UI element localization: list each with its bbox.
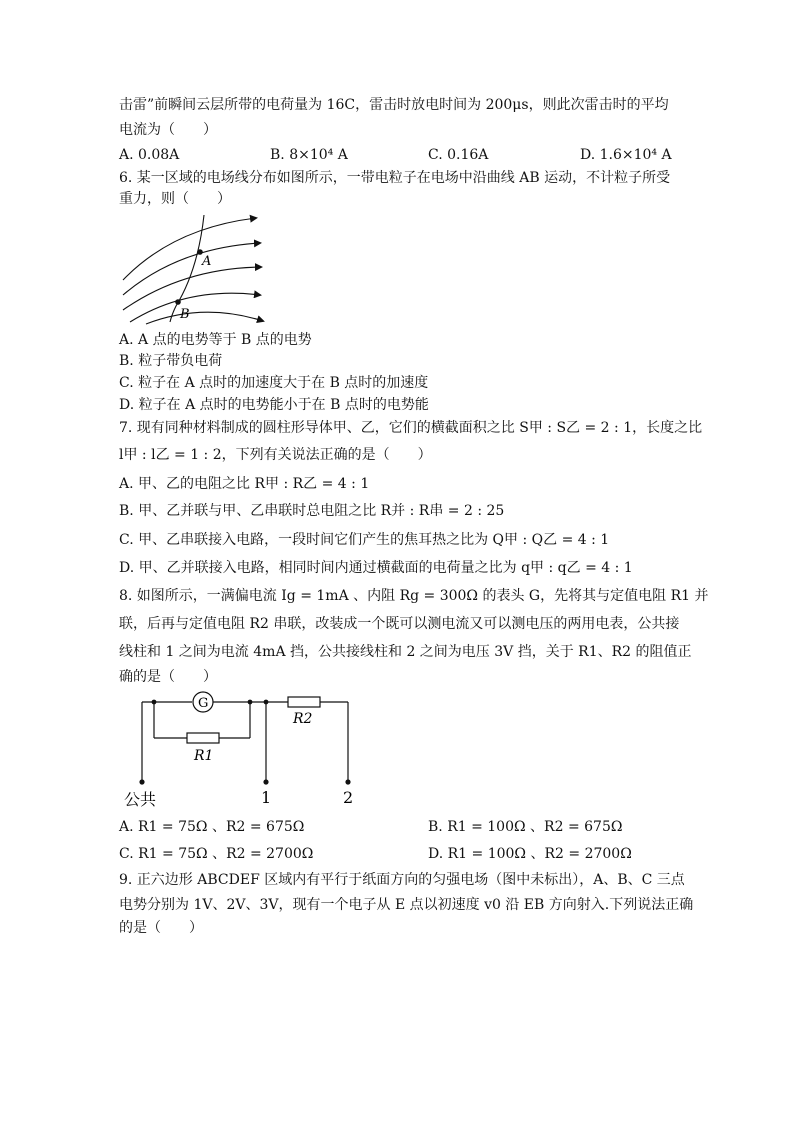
q6-option-b: B. 粒子带负电荷: [119, 353, 223, 369]
terminal-common-dot: [139, 779, 144, 784]
q8-option-b: B. R1 = 100Ω 、R2 = 675Ω: [428, 819, 623, 835]
q8-stem-line2: 联，后再与定值电阻 R2 串联，改装成一个既可以测电流又可以测电压的两用电表，公共接: [119, 616, 680, 632]
q9-stem-line3: 的是（ ）: [119, 920, 203, 936]
q9-stem-line1: 9. 正六边形 ABCDEF 区域内有平行于纸面方向的匀强电场（图中未标出），A、B、C 三点: [119, 872, 685, 888]
field-line-2: [123, 243, 260, 295]
q6-option-d: D. 粒子在 A 点时的电势能小于在 B 点时的电势能: [119, 397, 429, 413]
q8-option-c: C. R1 = 75Ω 、R2 = 2700Ω: [119, 846, 314, 862]
field-line-5: [146, 312, 263, 324]
q8-option-a: A. R1 = 75Ω 、R2 = 675Ω: [119, 819, 305, 835]
resistor-r2-label: R2: [293, 711, 313, 727]
point-b-dot: [175, 299, 181, 305]
q6-stem-line1: 6. 某一区域的电场线分布如图所示，一带电粒子在电场中沿曲线 AB 运动，不计粒子所受: [119, 170, 671, 186]
q5-option-c: C. 0.16A: [428, 147, 489, 163]
galvanometer-label: G: [198, 696, 209, 711]
q6-option-a: A. A 点的电势等于 B 点的电势: [119, 332, 312, 348]
q7-option-c: C. 甲、乙串联接入电路，一段时间它们产生的焦耳热之比为 Q甲 : Q乙 = 4 : 1: [119, 532, 610, 548]
q5-stem-line2: 电流为（ ）: [119, 122, 217, 138]
q8-option-d: D. R1 = 100Ω 、R2 = 2700Ω: [428, 846, 632, 862]
q6-stem-line2: 重力，则（ ）: [119, 191, 231, 207]
resistor-r1-label: R1: [194, 748, 214, 764]
point-a-label: A: [202, 254, 212, 269]
q8-stem-line3: 线柱和 1 之间为电流 4mA 挡，公共接线柱和 2 之间为电压 3V 挡，关于 R1、R2 的阻值正: [119, 644, 692, 660]
q8-stem-line4: 确的是（ ）: [119, 669, 217, 685]
terminal-1-label: 1: [261, 788, 272, 807]
q7-option-a: A. 甲、乙的电阻之比 R甲 : R乙 = 4 : 1: [119, 476, 370, 492]
resistor-r2: [288, 697, 320, 707]
electric-field-diagram: [118, 210, 278, 325]
q5-option-a: A. 0.08A: [119, 147, 180, 163]
q8-stem-line1: 8. 如图所示，一满偏电流 Ig = 1mA 、内阻 Rg = 300Ω 的表头 G，先将其与定值电阻 R1 并: [119, 588, 709, 604]
terminal-1-dot: [263, 779, 268, 784]
meter-circuit-diagram: [120, 690, 370, 810]
q5-stem-line1: 击雷”前瞬间云层所带的电荷量为 16C，雷击时放电时间为 200μs，则此次雷击时的平均: [119, 97, 669, 113]
field-line-3: [123, 267, 261, 310]
q7-option-d: D. 甲、乙并联接入电路，相同时间内通过横截面的电荷量之比为 q甲 : q乙 = 4 : 1: [119, 560, 633, 576]
q5-option-d: D. 1.6×10⁴ A: [580, 147, 672, 163]
q9-stem-line2: 电势分别为 1V、2V、3V，现有一个电子从 E 点以初速度 v0 沿 EB 方向射入.下列说法正确: [119, 897, 694, 913]
terminal-2-label: 2: [343, 788, 354, 807]
terminal-2-dot: [345, 779, 350, 784]
q7-stem-line2: l甲 : l乙 = 1 : 2，下列有关说法正确的是（ ）: [119, 447, 432, 463]
field-line-4: [130, 293, 260, 322]
q7-option-b: B. 甲、乙并联与甲、乙串联时总电阻之比 R并 : R串 = 2 : 25: [119, 503, 505, 519]
q5-option-b: B. 8×10⁴ A: [270, 147, 348, 163]
point-b-label: B: [180, 307, 190, 322]
field-line-1: [123, 218, 256, 280]
resistor-r1: [187, 733, 219, 743]
terminal-common-label: 公共: [124, 790, 157, 809]
q6-option-c: C. 粒子在 A 点时的加速度大于在 B 点时的加速度: [119, 375, 429, 391]
q7-stem-line1: 7. 现有同种材料制成的圆柱形导体甲、乙，它们的横截面积之比 S甲 : S乙 = 2 : 1，长度之比: [119, 420, 703, 436]
